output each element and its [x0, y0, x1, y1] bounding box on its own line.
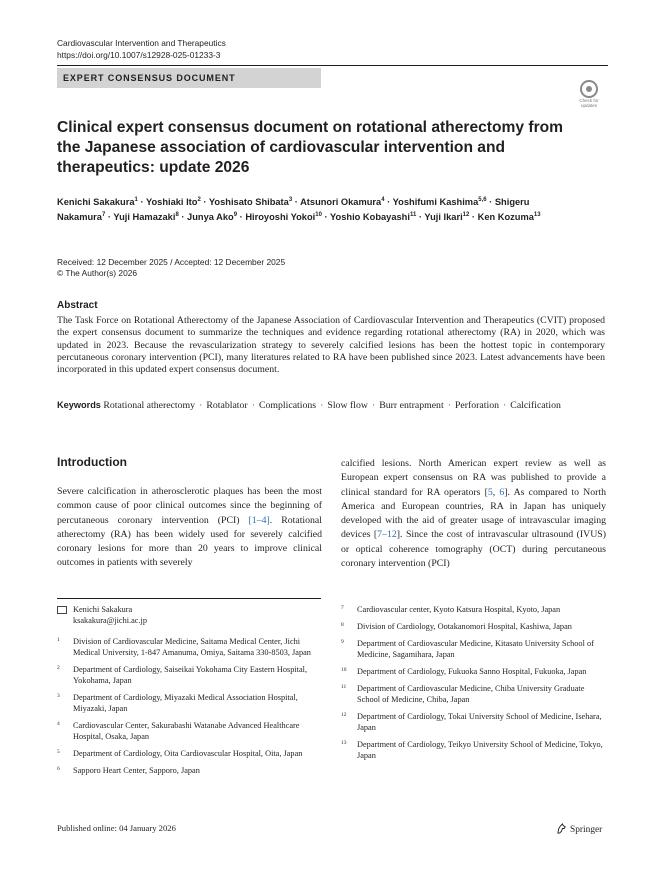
affiliation-number: 5	[57, 749, 60, 755]
corresponding-email[interactable]: ksakakura@jichi.ac.jp	[73, 616, 147, 625]
author-name[interactable]: Kenichi Sakakura	[57, 197, 135, 207]
springer-horse-icon	[556, 823, 567, 834]
affiliation-item	[341, 666, 606, 677]
author-affiliation-number: 11	[409, 211, 417, 218]
keyword-separator: ·	[199, 400, 203, 411]
keyword: Rotablator	[206, 400, 248, 411]
affiliation-item	[57, 748, 322, 759]
affiliation-item	[341, 739, 606, 761]
affiliation-text: Sapporo Heart Center, Sapporo, Japan	[73, 766, 200, 775]
author-name[interactable]: Shigeru Nakamura	[57, 197, 530, 222]
keyword: Slow flow	[327, 400, 368, 411]
author-name[interactable]: Yoshio Kobayashi	[330, 211, 410, 222]
introduction-heading: Introduction	[57, 455, 127, 469]
keyword-separator: ·	[447, 400, 451, 411]
article-dates	[57, 257, 285, 279]
affiliation-item	[57, 636, 322, 658]
author-name[interactable]: Atsunori Okamura	[300, 197, 382, 207]
author-affiliation-number: 2	[197, 196, 201, 203]
author-affiliation-number: 3	[288, 196, 293, 203]
journal-name: Cardiovascular Intervention and Therapeutics	[57, 38, 226, 48]
author-name[interactable]: Yoshifumi Kashima	[392, 197, 479, 207]
author-affiliation-number: 10	[315, 211, 322, 218]
author-name[interactable]: Yoshiaki Ito	[145, 197, 198, 207]
keyword-list	[103, 400, 561, 411]
citation-link[interactable]: [1–4]	[248, 514, 270, 526]
affiliation-number: 3	[57, 693, 60, 699]
intro-right-column: calcified lesions. North American expert review as well as European expert consensus on RA was published to provide a clinical standard for RA operators [5, 6]. As compared to North America and European countries, RA in Japan has uniquely developed with the aid of greater usage of intravascular imaging devices [7–12]. Since the cost of intravascular ultrasound (IVUS) or optical coherence tomography (OCT) during percutaneous coronary intervention (PCI)	[341, 458, 607, 570]
author-affiliation-number: 9	[233, 211, 238, 218]
affiliation-number: 7	[341, 605, 344, 611]
affiliation-item	[341, 638, 606, 660]
check-for-updates-icon	[580, 80, 598, 98]
affiliation-text: Department of Cardiology, Teikyo University School of Medicine, Tokyo, Japan	[357, 740, 603, 760]
affiliation-number: 10	[341, 667, 347, 673]
affiliation-text: Department of Cardiology, Tokai University School of Medicine, Isehara, Japan	[357, 712, 602, 732]
affiliations-right	[341, 604, 606, 767]
author-name[interactable]: Hiroyoshi Yokoi	[245, 211, 316, 222]
author-affiliation-number: 5,6	[478, 196, 487, 203]
affiliation-number: 2	[57, 665, 60, 671]
author-list: Kenichi Sakakura$^1$ · Yoshiaki Ito$^2$ · Yoshisato Shibata$^3$ · Atsunori Okamura$^4$ · Yoshifumi Kashima$^{5,6}$ · Shigeru Nakamura$^7$ · Yuji Hamazaki$^8$ · Junya Ako$^9$ · Hiroyoshi Yokoi$^{10}$ · Yoshio Kobayashi$^{11}$ · Yuji Ikari$^{12}$ · Ken Kozuma$^{13}$	[57, 196, 541, 222]
author-name[interactable]: Yuji Ikari	[424, 211, 463, 222]
article-type-banner: EXPERT CONSENSUS DOCUMENT	[57, 68, 321, 88]
affiliation-item	[341, 683, 606, 705]
affiliation-number: 11	[341, 684, 347, 690]
affiliation-item	[57, 664, 322, 686]
author-name[interactable]: Yoshisato Shibata	[208, 197, 289, 207]
affiliation-item	[57, 765, 322, 776]
intro-left-column: Severe calcification in atherosclerotic plaques has been the most common cause of poor clinical outcomes since the beginning of percutaneous coronary intervention (PCI) [1–4]. Rotational atherectomy (RA) has been widely used for severely calcified coronary lesions for more than 20 years to improve clinical outcomes in patients with severely	[57, 486, 323, 569]
keywords-heading: Keywords	[57, 400, 101, 410]
keyword-separator: ·	[503, 400, 507, 411]
author-affiliation-number: 4	[381, 196, 385, 203]
citation-link[interactable]: 5	[487, 486, 493, 498]
affiliation-number: 4	[57, 721, 60, 727]
journal-header	[57, 37, 226, 61]
header-rule	[57, 65, 608, 66]
keyword-separator: ·	[251, 400, 255, 411]
copyright: © The Author(s) 2026	[57, 268, 138, 278]
keyword: Calcification	[510, 400, 561, 411]
affiliation-number: 13	[341, 740, 347, 746]
affiliation-number: 8	[341, 622, 344, 628]
keywords	[57, 399, 577, 413]
abstract-heading: Abstract	[57, 300, 98, 311]
published-date: Published online: 04 January 2026	[57, 823, 176, 833]
keyword: Burr entrapment	[379, 400, 444, 411]
affiliation-item	[57, 720, 322, 742]
affiliation-item	[341, 711, 606, 733]
affiliation-text: Department of Cardiology, Miyazaki Medical Association Hospital, Miyazaki, Japan	[73, 693, 298, 713]
affiliation-text: Cardiovascular Center, Sakurabashi Watanabe Advanced Healthcare Hospital, Osaka, Japan	[73, 721, 300, 741]
author-name[interactable]: Junya Ako	[187, 211, 234, 222]
affiliations-left	[57, 604, 322, 782]
affiliation-item	[57, 692, 322, 714]
check-for-updates-badge[interactable]: Check for updates	[574, 80, 604, 112]
corresponding-author	[57, 604, 322, 626]
affiliation-number: 12	[341, 712, 347, 718]
affiliation-number: 9	[341, 639, 344, 645]
author-name[interactable]: Ken Kozuma	[477, 211, 534, 222]
citation-link[interactable]: 6	[499, 486, 505, 498]
affiliation-text: Department of Cardiovascular Medicine, Chiba University Graduate School of Medicine, Chiba, Japan	[357, 684, 585, 704]
affiliation-item	[341, 604, 606, 615]
affiliation-number: 6	[57, 766, 60, 772]
author-affiliation-number: 13	[533, 211, 541, 218]
author-name[interactable]: Yuji Hamazaki	[113, 211, 176, 222]
received-accepted: Received: 12 December 2025 / Accepted: 12 December 2025	[57, 257, 286, 267]
affiliation-text: Department of Cardiovascular Medicine, Kitasato University School of Medicine, Sagamihara, Japan	[357, 639, 594, 659]
keyword-separator: ·	[371, 400, 376, 411]
corresponding-name: Kenichi Sakakura	[73, 605, 133, 614]
keyword-separator: ·	[320, 400, 324, 411]
envelope-icon	[57, 604, 73, 626]
footnote-rule	[57, 598, 321, 599]
affiliation-text: Department of Cardiology, Saiseikai Yokohama City Eastern Hospital, Yokohama, Japan	[73, 665, 308, 685]
affiliation-text: Division of Cardiology, Ootakanomori Hospital, Kashiwa, Japan	[357, 622, 572, 631]
affiliation-text: Department of Cardiology, Fukuoka Sanno Hospital, Fukuoka, Japan	[357, 667, 587, 676]
author-affiliation-number: 12	[462, 211, 470, 218]
affiliation-text: Division of Cardiovascular Medicine, Saitama Medical Center, Jichi Medical University, 1-847 Amanuma, Omiya, Saitama 330-8503, Japan	[73, 637, 311, 657]
keyword: Perforation	[454, 400, 500, 411]
affiliation-text: Department of Cardiology, Oita Cardiovascular Hospital, Oita, Japan	[73, 749, 303, 758]
author-affiliation-number: 1	[134, 196, 138, 203]
citation-link[interactable]: 7–12	[377, 529, 397, 541]
affiliation-item	[341, 621, 606, 632]
keyword: Complications	[258, 400, 317, 411]
author-affiliation-number: 8	[175, 211, 179, 218]
affiliation-number: 1	[57, 637, 60, 643]
abstract-text: The Task Force on Rotational Atherectomy of the Japanese Association of Cardiovascular Intervention and Therapeutics (CVIT) proposed the expert consensus document to summarize the techniques and evidence regarding rotational atherectomy (RA) in 2020, which was updated in 2023. Because the revascularization strategy to severely calcified lesions has been the hottest topic in contemporary percutaneous coronary intervention (PCI), many literatures related to RA have been published since 2023. Latest advancements have been incorporated in this updated expert consensus document.	[57, 315, 605, 376]
article-title: Clinical expert consensus document on rotational atherectomy from the Japanese association of cardiovascular intervention and therapeutics: update 2026	[57, 119, 564, 176]
publisher-logo: Springer	[556, 823, 602, 835]
keyword: Rotational atherectomy	[103, 400, 196, 411]
doi-link[interactable]: https://doi.org/10.1007/s12928-025-01233-3	[57, 50, 221, 60]
author-affiliation-number: 7	[101, 211, 106, 218]
affiliation-text: Cardiovascular center, Kyoto Katsura Hospital, Kyoto, Japan	[357, 605, 561, 614]
